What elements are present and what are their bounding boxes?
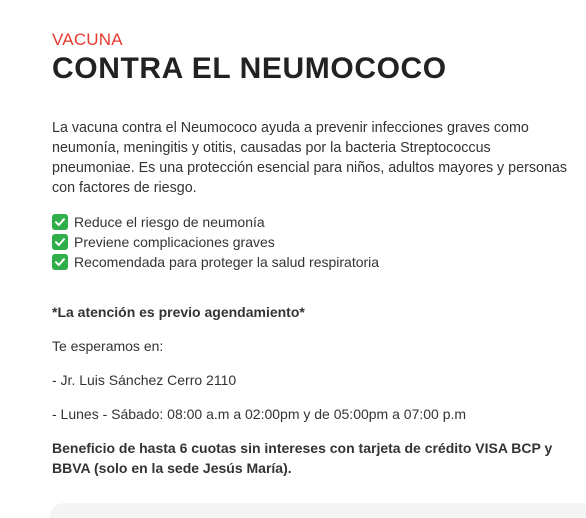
benefit-label: Recomendada para proteger la salud respiratoria [74,254,380,270]
list-item [52,212,572,232]
appointment-note: *La atención es previo agendamiento* [52,304,305,320]
list-item [52,252,572,272]
check-mark-icon [52,234,68,250]
benefit-label: Reduce el riesgo de neumonía [74,214,265,230]
bottom-panel [50,503,586,518]
address-text: - Jr. Luis Sánchez Cerro 2110 [52,372,237,388]
list-item [52,232,572,252]
benefits-list [52,212,572,272]
schedule-text: - Lunes - Sábado: 08:00 a.m a 02:00pm y de 05:00pm a 07:00 p.m [52,406,467,422]
check-mark-icon [52,254,68,270]
payment-benefit-text: Beneficio de hasta 6 cuotas sin intereses con tarjeta de crédito VISA BCP y BBVA (solo en la sede Jesús María). [52,440,553,476]
vaccine-info-section [52,30,572,478]
check-mark-icon [52,214,68,230]
vaccine-description: La vacuna contra el Neumococo ayuda a prevenir infecciones graves como neumonía, meningitis y otitis, causadas por la bacteria Streptococcus pneumoniae. Es una protección esencial para niños, adultos mayores y personas con factores de riesgo. [52,120,567,196]
benefit-label: Previene complicaciones graves [74,234,275,250]
location-intro: Te esperamos en: [52,338,164,354]
page-title: CONTRA EL NEUMOCOCO [52,52,447,85]
section-kicker: VACUNA [52,30,123,49]
